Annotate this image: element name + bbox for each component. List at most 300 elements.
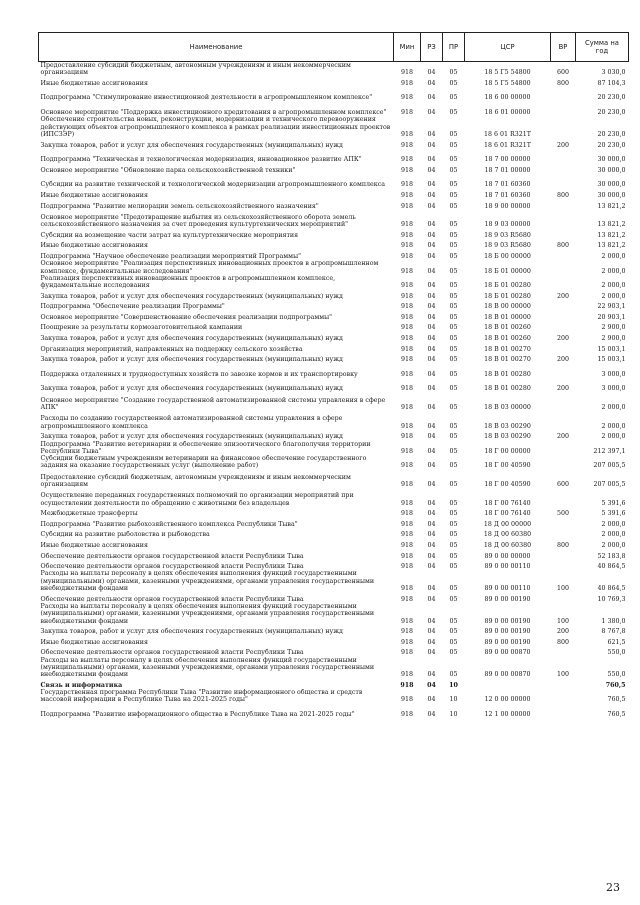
cell-subsection: 05 xyxy=(449,130,458,138)
cell-expense-type xyxy=(551,342,576,353)
cell-expense-type xyxy=(551,311,576,322)
table-row xyxy=(39,517,629,528)
cell-annual-sum: 20 903,1 xyxy=(597,313,626,321)
cell-subsection: 05 xyxy=(449,531,458,539)
table-row xyxy=(39,210,629,229)
cell-target-article: 18 В 03 00000 xyxy=(484,404,531,412)
cell-annual-sum: 13 821,2 xyxy=(597,231,626,239)
cell-expense-type xyxy=(551,411,576,430)
cell-annual-sum: 2 000,0 xyxy=(601,433,626,441)
cell-annual-sum: 2 000,0 xyxy=(601,267,626,275)
header-target-article: ЦСР xyxy=(465,33,551,62)
cell-section: 04 xyxy=(427,313,436,321)
cell-subsection: 05 xyxy=(449,313,458,321)
cell-subsection: 05 xyxy=(449,191,458,199)
cell-ministry: 918 xyxy=(400,552,414,560)
cell-subsection: 05 xyxy=(449,94,458,102)
cell-name: Основное мероприятие "Реализация перспективных инновационных проектов в агропромышленном комплексе, фундаментальные исследования" xyxy=(40,260,379,275)
cell-name: Обеспечение деятельности органов государственной власти Республики Тыва xyxy=(40,595,304,603)
cell-expense-type: 200 xyxy=(556,628,570,636)
cell-target-article: 18 Г 00 76140 xyxy=(484,499,531,507)
cell-annual-sum: 13 821,2 xyxy=(597,202,626,210)
cell-ministry: 918 xyxy=(400,628,414,636)
cell-subsection: 05 xyxy=(449,541,458,549)
header-subsection: ПР xyxy=(443,33,465,62)
cell-ministry: 918 xyxy=(400,696,414,704)
cell-subsection: 05 xyxy=(449,282,458,290)
cell-section: 04 xyxy=(427,282,436,290)
table-row xyxy=(39,228,629,239)
header-name: Наименование xyxy=(39,33,394,62)
cell-section: 04 xyxy=(427,447,436,455)
cell-expense-type xyxy=(551,679,576,690)
cell-target-article: 18 9 03 R5680 xyxy=(484,231,531,239)
cell-expense-type xyxy=(551,199,576,210)
cell-ministry: 918 xyxy=(400,462,414,470)
cell-expense-type xyxy=(551,250,576,261)
cell-target-article: 18 Г 00 00000 xyxy=(484,447,531,455)
cell-annual-sum: 550,0 xyxy=(607,649,626,657)
table-row xyxy=(39,625,629,636)
cell-section: 04 xyxy=(427,638,436,646)
cell-name: Связь и информатика xyxy=(40,681,123,689)
cell-subsection: 05 xyxy=(449,370,458,378)
cell-section: 04 xyxy=(427,481,436,488)
cell-ministry: 918 xyxy=(400,617,414,625)
cell-ministry: 918 xyxy=(400,345,414,353)
cell-ministry: 918 xyxy=(400,404,414,412)
cell-expense-type: 800 xyxy=(556,541,570,549)
cell-expense-type xyxy=(551,260,576,275)
cell-target-article: 18 5 Г5 54800 xyxy=(484,69,531,77)
cell-name: Основное мероприятие "Совершенствование обеспечения реализации подпрограммы" xyxy=(40,313,333,321)
cell-ministry: 918 xyxy=(400,130,414,138)
cell-ministry: 918 xyxy=(400,267,414,275)
cell-annual-sum: 15 003,1 xyxy=(597,356,626,364)
cell-ministry: 918 xyxy=(400,221,414,229)
cell-annual-sum: 621,5 xyxy=(607,638,626,646)
cell-ministry: 918 xyxy=(400,433,414,441)
cell-name: Иные бюджетные ассигнования xyxy=(40,191,148,199)
cell-name: Закупка товаров, работ и услуг для обеспечения государственных (муниципальных) нужд xyxy=(40,433,343,441)
cell-target-article xyxy=(465,679,551,690)
cell-annual-sum: 20 230,0 xyxy=(597,94,626,102)
cell-section: 04 xyxy=(427,710,436,718)
cell-ministry: 918 xyxy=(400,181,414,189)
cell-expense-type xyxy=(551,116,576,138)
cell-expense-type: 200 xyxy=(556,292,570,300)
cell-annual-sum: 760,5 xyxy=(607,696,626,704)
cell-subsection: 05 xyxy=(449,345,458,353)
cell-expense-type: 100 xyxy=(556,617,570,625)
cell-name: Предоставление субсидий бюджетным, автономным учреждениям и иным некоммерческим организациям xyxy=(40,62,351,77)
header-expense-type: ВР xyxy=(551,33,576,62)
cell-ministry: 918 xyxy=(400,292,414,300)
cell-subsection: 05 xyxy=(449,520,458,528)
cell-annual-sum: 10 769,3 xyxy=(597,595,626,603)
cell-ministry: 918 xyxy=(400,303,414,311)
cell-target-article: 89 0 00 00190 xyxy=(484,628,531,636)
cell-section: 04 xyxy=(427,404,436,412)
cell-target-article: 18 5 Г5 54800 xyxy=(484,79,531,87)
cell-target-article: 18 7 00 00000 xyxy=(484,156,531,164)
cell-annual-sum: 40 864,5 xyxy=(597,585,626,593)
cell-target-article: 18 9 03 00000 xyxy=(484,221,531,229)
cell-subsection: 05 xyxy=(449,595,458,603)
header-ministry: Мин xyxy=(394,33,421,62)
cell-target-article: 18 9 00 00000 xyxy=(484,202,531,210)
cell-name: Поддержка отдаленных и труднодоступных хозяйств по завозке кормов и их транспортировку xyxy=(40,370,358,378)
cell-expense-type: 800 xyxy=(556,242,570,250)
cell-name: Иные бюджетные ассигнования xyxy=(40,638,148,646)
table-row xyxy=(39,250,629,261)
cell-ministry: 918 xyxy=(400,141,414,149)
cell-target-article: 12 0 00 00000 xyxy=(484,696,531,704)
cell-name: Иные бюджетные ассигнования xyxy=(40,541,148,549)
cell-target-article: 12 1 00 00000 xyxy=(484,710,531,718)
cell-target-article: 18 7 01 00000 xyxy=(484,166,531,174)
cell-subsection: 05 xyxy=(449,324,458,332)
cell-annual-sum: 760,5 xyxy=(605,681,626,689)
cell-section: 04 xyxy=(427,433,436,441)
table-body xyxy=(39,62,629,719)
table-row xyxy=(39,592,629,603)
cell-ministry: 918 xyxy=(400,447,414,455)
cell-target-article: 89 0 00 00870 xyxy=(484,671,531,679)
cell-annual-sum: 760,5 xyxy=(607,710,626,718)
cell-annual-sum: 207 005,5 xyxy=(593,481,626,488)
table-row xyxy=(39,528,629,539)
cell-subsection: 05 xyxy=(449,335,458,343)
cell-subsection: 05 xyxy=(449,422,458,430)
cell-subsection: 05 xyxy=(449,481,458,488)
cell-annual-sum: 30 000,0 xyxy=(597,166,626,174)
cell-annual-sum: 52 183,8 xyxy=(597,552,626,560)
cell-annual-sum: 2 900,0 xyxy=(601,324,626,332)
cell-name: Расходы на выплаты персоналу в целях обеспечения выполнения функций государственными (муниципальными) органами, казенными учреждениями, органами управления государственными внебюджетными фондами xyxy=(40,602,375,625)
cell-ministry: 918 xyxy=(400,370,414,378)
cell-section: 04 xyxy=(427,696,436,704)
cell-subsection: 05 xyxy=(449,510,458,518)
cell-annual-sum: 207 005,5 xyxy=(593,462,626,470)
cell-target-article: 18 Б 01 00000 xyxy=(484,267,531,275)
cell-name: Расходы по созданию государственной автоматизированной системы управления в сфере агропромышленного комплекса xyxy=(40,415,343,430)
cell-name: Закупка товаров, работ и услуг для обеспечения государственных (муниципальных) нужд xyxy=(40,141,343,149)
cell-ministry: 918 xyxy=(400,481,414,488)
table-row xyxy=(39,163,629,174)
cell-ministry: 918 xyxy=(400,585,414,593)
cell-expense-type xyxy=(551,549,576,560)
cell-expense-type: 600 xyxy=(556,481,570,488)
cell-name: Подпрограмма "Стимулирование инвестиционной деятельности в агропромышленном комплексе" xyxy=(40,94,373,102)
cell-name: Основное мероприятие "Предотвращение выбытия из сельскохозяйственного оборота земель сельскохозяйственного назначения за счет проведения культуртехнических мероприятий" xyxy=(40,213,356,229)
table-row xyxy=(39,342,629,353)
cell-subsection: 05 xyxy=(449,69,458,77)
cell-expense-type xyxy=(551,228,576,239)
cell-expense-type: 800 xyxy=(556,79,570,87)
cell-name: Подпрограмма "Техническая и технологическая модернизация, инновационное развитие АПК" xyxy=(40,156,362,164)
table-row xyxy=(39,149,629,164)
table-row xyxy=(39,470,629,489)
cell-annual-sum: 5 391,6 xyxy=(601,510,626,518)
cell-name: Субсидии на развитие рыболовства и рыбоводства xyxy=(40,531,210,539)
cell-expense-type: 200 xyxy=(556,356,570,364)
table-row xyxy=(39,199,629,210)
cell-section: 04 xyxy=(427,617,436,625)
cell-expense-type xyxy=(551,592,576,603)
cell-expense-type: 500 xyxy=(556,510,570,518)
cell-name: Подпрограмма "Развитие мелиорации земель сельскохозяйственного назначения" xyxy=(40,202,319,210)
cell-expense-type xyxy=(551,210,576,229)
cell-section: 04 xyxy=(427,510,436,518)
cell-expense-type: 200 xyxy=(556,385,570,393)
cell-section: 04 xyxy=(427,252,436,260)
cell-name: Иные бюджетные ассигнования xyxy=(40,79,148,87)
table-row xyxy=(39,488,629,507)
cell-annual-sum: 2 000,0 xyxy=(601,282,626,290)
cell-section: 04 xyxy=(427,370,436,378)
cell-target-article: 18 Б 01 00280 xyxy=(484,282,531,290)
cell-expense-type xyxy=(551,163,576,174)
cell-expense-type xyxy=(551,704,576,719)
table-row xyxy=(39,116,629,138)
cell-target-article: 18 6 00 00000 xyxy=(484,94,531,102)
cell-target-article: 18 Д 00 60380 xyxy=(483,541,532,549)
table-row xyxy=(39,174,629,189)
table-row xyxy=(39,102,629,117)
cell-name: Обеспечение деятельности органов государственной власти Республики Тыва xyxy=(40,552,304,560)
table-row xyxy=(39,704,629,719)
cell-expense-type xyxy=(551,393,576,412)
cell-subsection: 05 xyxy=(449,181,458,189)
cell-section: 04 xyxy=(427,166,436,174)
table-row xyxy=(39,539,629,550)
cell-target-article: 18 В 01 00260 xyxy=(484,335,531,343)
cell-annual-sum: 2 000,0 xyxy=(601,404,626,412)
cell-ministry: 918 xyxy=(400,335,414,343)
table-header-row xyxy=(39,33,629,62)
cell-expense-type xyxy=(551,300,576,311)
cell-name: Поощрение за результаты кормозаготовительной кампании xyxy=(40,324,243,332)
cell-target-article: 18 9 03 R5680 xyxy=(484,242,531,250)
cell-name: Закупка товаров, работ и услуг для обеспечения государственных (муниципальных) нужд xyxy=(40,356,343,364)
cell-annual-sum: 3 030,0 xyxy=(601,69,626,77)
cell-subsection: 05 xyxy=(449,221,458,229)
cell-annual-sum: 40 864,5 xyxy=(597,563,626,571)
table-row xyxy=(39,62,629,77)
cell-section: 04 xyxy=(427,242,436,250)
cell-target-article: 18 6 01 00000 xyxy=(484,109,531,117)
cell-name: Основное мероприятие "Создание государственной автоматизированной системы управления в сфере АПК" xyxy=(40,396,386,412)
cell-section: 04 xyxy=(427,303,436,311)
table-row xyxy=(39,378,629,393)
cell-annual-sum: 550,0 xyxy=(607,671,626,679)
table-row xyxy=(39,300,629,311)
cell-target-article: 89 0 00 00190 xyxy=(484,595,531,603)
cell-expense-type xyxy=(551,275,576,290)
cell-name: Подпрограмма "Обеспечение реализации Программы" xyxy=(40,303,225,311)
cell-section: 04 xyxy=(427,499,436,507)
cell-section: 04 xyxy=(427,681,436,689)
cell-target-article: 18 В 03 00290 xyxy=(484,422,531,430)
cell-name: Субсидии на возмещение части затрат на культуртехнические мероприятия xyxy=(40,231,299,239)
cell-expense-type: 600 xyxy=(556,69,570,77)
cell-section: 04 xyxy=(427,221,436,229)
cell-target-article: 18 В 01 00000 xyxy=(484,313,531,321)
cell-ministry: 918 xyxy=(400,156,414,164)
cell-section: 04 xyxy=(427,462,436,470)
cell-subsection: 05 xyxy=(449,552,458,560)
cell-section: 04 xyxy=(427,552,436,560)
cell-annual-sum: 87 104,3 xyxy=(597,79,626,87)
cell-subsection: 05 xyxy=(449,499,458,507)
cell-target-article: 18 Г 00 76140 xyxy=(484,510,531,518)
cell-subsection: 05 xyxy=(449,292,458,300)
cell-subsection: 05 xyxy=(449,252,458,260)
cell-target-article: 18 В 01 00270 xyxy=(484,356,531,364)
cell-expense-type xyxy=(551,689,576,704)
table-row xyxy=(39,332,629,343)
cell-target-article: 18 7 01 60360 xyxy=(484,191,531,199)
table-row xyxy=(39,570,629,592)
table-row xyxy=(39,689,629,704)
cell-ministry: 918 xyxy=(400,510,414,518)
cell-annual-sum: 2 000,0 xyxy=(601,520,626,528)
cell-expense-type xyxy=(551,87,576,102)
cell-ministry: 918 xyxy=(400,520,414,528)
cell-name: Реализация перспективных инновационных проектов в агропромышленном комплексе, фундаментальные исследования xyxy=(40,274,336,290)
table-row xyxy=(39,393,629,412)
cell-subsection: 05 xyxy=(449,156,458,164)
cell-target-article: 18 Б 01 00280 xyxy=(484,292,531,300)
cell-subsection: 05 xyxy=(449,202,458,210)
cell-section: 04 xyxy=(427,585,436,593)
table-row xyxy=(39,260,629,275)
cell-target-article: 18 В 00 00000 xyxy=(484,303,531,311)
cell-section: 04 xyxy=(427,520,436,528)
table-row xyxy=(39,560,629,571)
cell-subsection: 05 xyxy=(449,166,458,174)
cell-target-article: 89 0 00 00190 xyxy=(484,638,531,646)
cell-target-article: 18 Б 00 00000 xyxy=(484,252,531,260)
cell-section: 04 xyxy=(427,191,436,199)
cell-annual-sum: 2 000,0 xyxy=(601,422,626,430)
cell-annual-sum: 2 000,0 xyxy=(601,531,626,539)
cell-section: 04 xyxy=(427,649,436,657)
cell-section: 04 xyxy=(427,156,436,164)
cell-target-article: 18 В 01 00260 xyxy=(484,324,531,332)
cell-section: 04 xyxy=(427,335,436,343)
cell-section: 04 xyxy=(427,563,436,571)
cell-annual-sum: 30 000,0 xyxy=(597,181,626,189)
cell-annual-sum: 212 397,1 xyxy=(593,447,626,455)
cell-annual-sum: 3 000,0 xyxy=(601,370,626,378)
cell-ministry: 918 xyxy=(400,710,414,718)
cell-expense-type xyxy=(551,321,576,332)
cell-section: 04 xyxy=(427,181,436,189)
cell-expense-type xyxy=(551,174,576,189)
cell-section: 04 xyxy=(427,628,436,636)
table-row xyxy=(39,289,629,300)
cell-ministry: 918 xyxy=(400,202,414,210)
cell-name: Расходы на выплаты персоналу в целях обеспечения выполнения функций государственными (муниципальными) органами, казенными учреждениями, органами управления государственными внебюджетными фондами xyxy=(40,570,375,593)
table-row xyxy=(39,679,629,690)
cell-ministry: 918 xyxy=(400,385,414,393)
cell-expense-type: 200 xyxy=(556,433,570,441)
cell-annual-sum: 1 380,0 xyxy=(601,617,626,625)
cell-name: Субсидии на развитие технической и технологической модернизации агропромышленного комплекса xyxy=(40,181,385,189)
cell-annual-sum: 15 003,1 xyxy=(597,345,626,353)
cell-name: Закупка товаров, работ и услуг для обеспечения государственных (муниципальных) нужд xyxy=(40,385,343,393)
cell-subsection: 05 xyxy=(449,231,458,239)
cell-ministry: 918 xyxy=(400,638,414,646)
budget-table xyxy=(38,32,629,718)
cell-section: 04 xyxy=(427,356,436,364)
cell-target-article: 18 В 01 00280 xyxy=(484,385,531,393)
table-row xyxy=(39,455,629,470)
table-row xyxy=(39,275,629,290)
cell-ministry: 918 xyxy=(400,252,414,260)
cell-name: Иные бюджетные ассигнования xyxy=(40,242,148,250)
cell-subsection: 05 xyxy=(449,671,458,679)
cell-ministry: 918 xyxy=(400,282,414,290)
cell-target-article: 89 0 00 00190 xyxy=(484,617,531,625)
cell-target-article: 18 6 01 R321Т xyxy=(484,141,531,149)
table-row xyxy=(39,411,629,430)
cell-annual-sum: 2 900,0 xyxy=(601,335,626,343)
cell-ministry: 918 xyxy=(400,69,414,77)
table-row xyxy=(39,364,629,379)
cell-annual-sum: 2 000,0 xyxy=(601,252,626,260)
table-row xyxy=(39,138,629,149)
cell-expense-type xyxy=(551,455,576,470)
cell-annual-sum: 30 000,0 xyxy=(597,191,626,199)
cell-target-article: 89 0 00 00000 xyxy=(484,552,531,560)
cell-ministry: 918 xyxy=(400,191,414,199)
cell-annual-sum: 5 391,6 xyxy=(601,499,626,507)
cell-section: 04 xyxy=(427,385,436,393)
cell-annual-sum: 13 821,2 xyxy=(597,221,626,229)
cell-section: 04 xyxy=(427,292,436,300)
cell-section: 04 xyxy=(427,231,436,239)
cell-expense-type: 100 xyxy=(556,585,570,593)
cell-ministry: 918 xyxy=(400,563,414,571)
cell-target-article: 18 В 01 00270 xyxy=(484,345,531,353)
cell-section: 04 xyxy=(427,541,436,549)
table-row xyxy=(39,507,629,518)
cell-target-article: 18 Д 00 00000 xyxy=(483,520,532,528)
cell-subsection: 05 xyxy=(449,433,458,441)
cell-expense-type xyxy=(551,102,576,117)
cell-ministry: 918 xyxy=(400,595,414,603)
table-row xyxy=(39,189,629,200)
cell-section: 04 xyxy=(427,141,436,149)
cell-expense-type xyxy=(551,646,576,657)
cell-expense-type xyxy=(551,517,576,528)
cell-subsection: 05 xyxy=(449,447,458,455)
cell-name: Государственная программа Республики Тыва "Развитие информационного общества и средств массовой информации в Республике Тыва на 2021-2025 годы" xyxy=(40,689,363,704)
cell-section: 04 xyxy=(427,345,436,353)
cell-target-article: 18 7 01 60360 xyxy=(484,181,531,189)
cell-subsection: 05 xyxy=(449,242,458,250)
cell-target-article: 18 В 01 00280 xyxy=(484,370,531,378)
cell-section: 04 xyxy=(427,267,436,275)
cell-ministry: 918 xyxy=(400,499,414,507)
page-number: 23 xyxy=(606,881,620,894)
cell-ministry: 918 xyxy=(400,109,414,117)
header-section: РЗ xyxy=(421,33,443,62)
table-row xyxy=(39,239,629,250)
